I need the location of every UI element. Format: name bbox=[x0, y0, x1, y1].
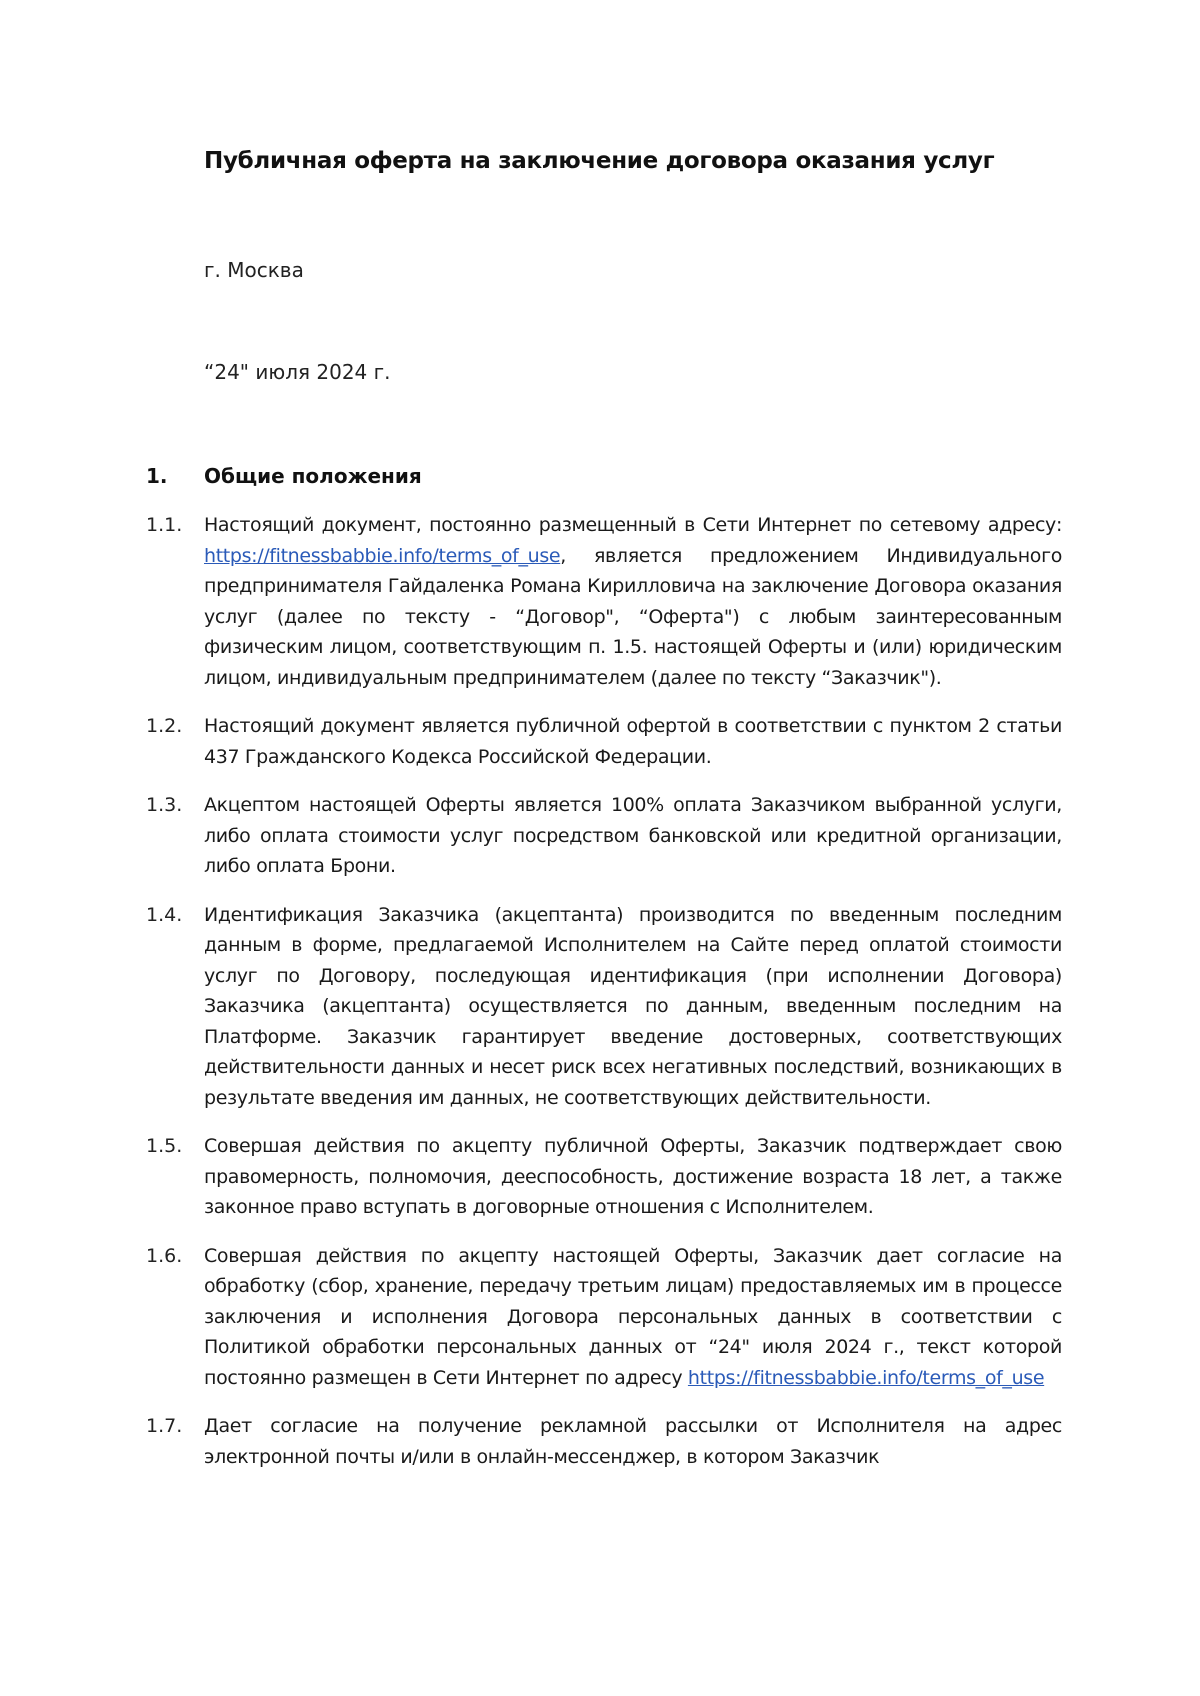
section-title: Общие положения bbox=[204, 464, 422, 488]
clause-list bbox=[146, 510, 1062, 1490]
clause-1-7 bbox=[146, 1411, 1062, 1472]
clause-text: Дает согласие на получение рекламной рассылки от Исполнителя на адрес электронной почты и/или в онлайн-мессенджер, в котором Заказчик bbox=[204, 1415, 1062, 1468]
clause-1-5 bbox=[146, 1131, 1062, 1223]
clause-1-4 bbox=[146, 900, 1062, 1114]
document-date: “24" июля 2024 г. bbox=[204, 360, 391, 384]
clause-text-part: Настоящий документ, постоянно размещенный в Сети Интернет по сетевому адресу: bbox=[204, 514, 1062, 536]
clause-number: 1.3. bbox=[146, 794, 183, 816]
document-city: г. Москва bbox=[204, 258, 304, 282]
clause-text bbox=[204, 510, 1062, 693]
section-heading bbox=[146, 464, 422, 488]
clause-1-6 bbox=[146, 1241, 1062, 1394]
clause-1-1 bbox=[146, 510, 1062, 693]
clause-number: 1.2. bbox=[146, 715, 183, 737]
clause-number: 1.1. bbox=[146, 514, 183, 536]
document-title: Публичная оферта на заключение договора оказания услуг bbox=[204, 148, 995, 174]
section-number: 1. bbox=[146, 464, 168, 488]
clause-text bbox=[204, 1241, 1062, 1394]
clause-number: 1.4. bbox=[146, 903, 183, 926]
terms-link[interactable]: https://fitnessbabbie.info/terms_of_use bbox=[204, 544, 561, 567]
clause-text: Идентификация Заказчика (акцептанта) производится по введенным последним данным в форме, предлагаемой Исполнителем на Сайте перед оплатой стоимости услуг по Договору, последующая идентификация (при исполнении Договора) Заказчика (акцептанта) осуществляется по данным, введенным последним на Платформе. Заказчик гарантирует введение достоверных, соответствующих действительности данных и несет риск всех негативных последствий, возникающих в результате введения им данных, не соответствующих действительности. bbox=[204, 903, 1062, 1109]
clause-text-part: Совершая действия по акцепту настоящей Оферты, Заказчик дает согласие на обработку (сбор, хранение, передачу третьим лицам) предоставляемых им в процессе заключения и исполнения Договора персональных данных в соответствии с Политикой обработки персональных данных от “24" июля 2024 г., текст которой постоянно размещен в Сети Интернет по адресу bbox=[204, 1244, 1062, 1389]
clause-text: Акцептом настоящей Оферты является 100% оплата Заказчиком выбранной услуги, либо оплата стоимости услуг посредством банковской или кредитной организации, либо оплата Брони. bbox=[204, 794, 1062, 877]
clause-1-3 bbox=[146, 790, 1062, 882]
clause-number: 1.5. bbox=[146, 1135, 183, 1157]
privacy-policy-link[interactable]: https://fitnessbabbie.info/terms_of_use bbox=[687, 1366, 1045, 1389]
clause-text: Совершая действия по акцепту публичной Оферты, Заказчик подтверждает свою правомерность, полномочия, дееспособность, достижение возраста 18 лет, а также законное право вступать в договорные отношения с Исполнителем. bbox=[204, 1135, 1062, 1218]
clause-number: 1.6. bbox=[146, 1244, 183, 1267]
clause-1-2 bbox=[146, 711, 1062, 772]
clause-text: Настоящий документ является публичной офертой в соответствии с пунктом 2 статьи 437 Гражданского Кодекса Российской Федерации. bbox=[204, 715, 1062, 768]
clause-number: 1.7. bbox=[146, 1415, 183, 1437]
clause-text-part: , является предложением Индивидуального предпринимателя Гайдаленка Романа Кирилловича на заключение Договора оказания услуг (далее по тексту - “Договор", “Оферта") с любым заинтересованным физическим лицом, соответствующим п. 1.5. настоящей Оферты и (или) юридическим лицом, индивидуальным предпринимателем (далее по тексту “Заказчик"). bbox=[204, 544, 1062, 689]
